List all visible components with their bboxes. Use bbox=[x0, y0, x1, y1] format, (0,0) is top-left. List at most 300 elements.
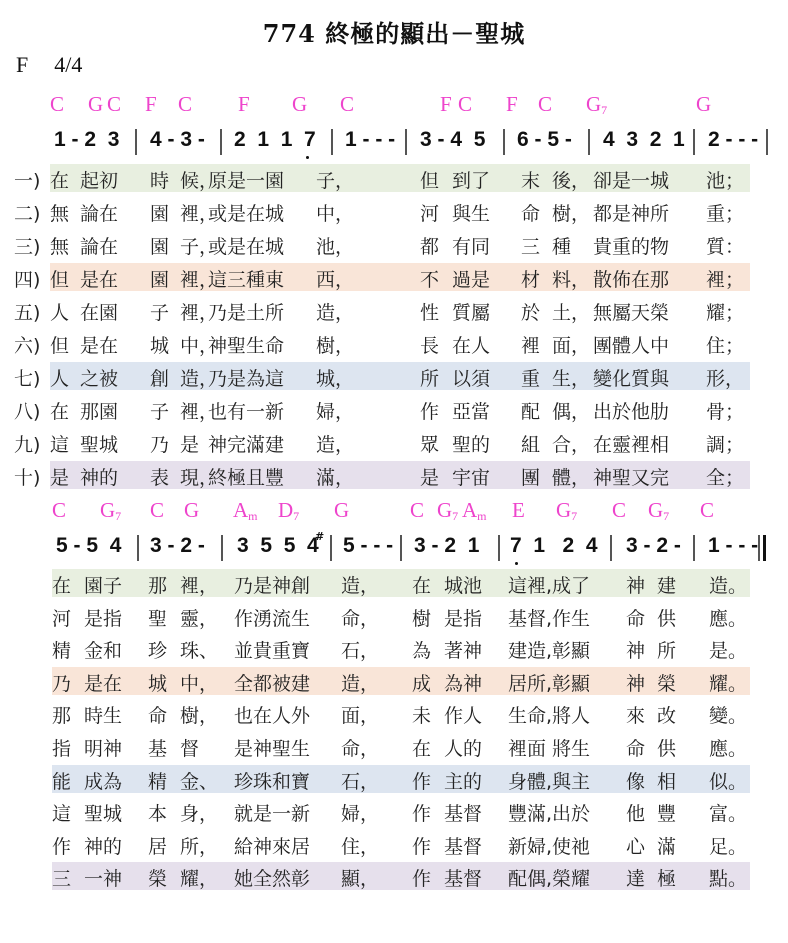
lyric-syllable: 乃是為這 bbox=[208, 368, 285, 390]
lyric-syllable: 候， bbox=[180, 170, 219, 192]
lyric-syllable: 造， bbox=[180, 368, 219, 390]
lyric-syllable: 聖城 bbox=[84, 803, 123, 826]
lyric-syllable: 造。 bbox=[709, 575, 748, 597]
lyric-syllable: 在 bbox=[52, 575, 72, 597]
lyric-syllable: 作 bbox=[412, 770, 432, 793]
measure: 1 - - - bbox=[345, 128, 396, 151]
lyric-syllable: 河 bbox=[420, 203, 440, 225]
chord-quality: m bbox=[248, 509, 258, 523]
lyric-syllable: 散佈在那 bbox=[593, 269, 670, 291]
bar-line bbox=[330, 535, 332, 561]
lyric-syllable: 作 bbox=[420, 401, 440, 423]
lyric-syllable: 珠、 bbox=[180, 640, 219, 663]
lyric-syllable: 園 bbox=[150, 269, 170, 291]
lyric-syllable: 造， bbox=[341, 672, 380, 695]
lyric-syllable: 起初 bbox=[80, 170, 119, 192]
chord-quality: 7 bbox=[115, 509, 122, 523]
chord-root: G bbox=[292, 92, 308, 116]
lyric-syllable: 應。 bbox=[709, 607, 748, 630]
chord-symbol bbox=[233, 498, 258, 524]
lyric-syllable: 子 bbox=[150, 401, 170, 423]
lyric-syllable: 珍珠和寶 bbox=[234, 770, 311, 793]
lyric-syllable: 基督 bbox=[444, 835, 483, 858]
lyric-syllable: 耀。 bbox=[709, 672, 748, 695]
lyric-syllable: 團體人中 bbox=[593, 335, 670, 357]
lyric-syllable: 作 bbox=[412, 868, 432, 891]
bar-line bbox=[331, 129, 333, 155]
lyric-syllable: 是在 bbox=[80, 269, 119, 291]
lyric-syllable: 性 bbox=[420, 302, 440, 324]
lyric-syllable: 金、 bbox=[180, 770, 219, 793]
lyric-syllable: 督 bbox=[180, 738, 200, 760]
chord-symbol bbox=[100, 498, 121, 524]
lyric-syllable: 是 bbox=[420, 467, 440, 489]
lyric-syllable: 但 bbox=[420, 170, 440, 192]
lyric-syllable: 人 bbox=[50, 302, 70, 324]
lyric-syllable: 足。 bbox=[709, 835, 748, 858]
lyric-syllable: 河 bbox=[52, 607, 72, 630]
measure: 1 - 2 3 bbox=[54, 128, 120, 151]
lyric-syllable: 作 bbox=[412, 835, 432, 858]
lyric-syllable: 建造,彰顯 bbox=[508, 640, 591, 663]
chord-root: G bbox=[184, 498, 200, 522]
lyric-syllable: 耀； bbox=[706, 302, 745, 324]
lyric-syllable: 樹， bbox=[552, 203, 591, 225]
lyric-syllable: 重 bbox=[521, 368, 541, 390]
lyric-syllable: 有同 bbox=[452, 236, 491, 258]
measure: 3 - 2 1 bbox=[414, 534, 480, 557]
lyric-syllable: 配偶,榮耀 bbox=[508, 868, 591, 891]
hymn-name: 終極的顯出－聖城 bbox=[325, 19, 526, 48]
chord-root: C bbox=[458, 92, 473, 116]
lyric-syllable: 耀， bbox=[180, 868, 219, 891]
measure: 2 - - - bbox=[708, 128, 759, 151]
lyric-syllable: 在園 bbox=[80, 302, 119, 324]
low-octave-dot bbox=[306, 156, 309, 159]
chord-symbol bbox=[145, 92, 157, 117]
final-bar-thick bbox=[763, 535, 766, 561]
lyric-syllable: 基督 bbox=[444, 803, 483, 826]
verse-number: 二) bbox=[14, 203, 41, 225]
lyric-syllable: 原是一園 bbox=[208, 170, 285, 192]
lyric-syllable: 乃 bbox=[52, 672, 72, 695]
lyric-syllable: 城池 bbox=[444, 575, 483, 597]
lyric-syllable: 神 bbox=[626, 672, 646, 695]
lyric-syllable: 子， bbox=[316, 170, 355, 192]
bar-line bbox=[221, 535, 223, 561]
lyric-syllable: 命 bbox=[521, 203, 541, 225]
lyric-syllable: 精 bbox=[52, 640, 72, 663]
lyric-syllable: 裡， bbox=[180, 401, 219, 423]
lyric-syllable: 樹， bbox=[180, 705, 219, 728]
lyric-syllable: 也有一新 bbox=[208, 401, 285, 423]
lyric-syllable: 靈， bbox=[180, 607, 219, 630]
lyric-syllable: 改 bbox=[657, 705, 677, 728]
lyric-syllable: 創 bbox=[150, 368, 170, 390]
chord-root: C bbox=[107, 92, 122, 116]
lyric-syllable: 在 bbox=[50, 170, 70, 192]
lyric-syllable: 為神 bbox=[444, 672, 483, 695]
lyric-syllable: 都 bbox=[420, 236, 440, 258]
lyric-syllable: 基 bbox=[148, 738, 168, 760]
lyric-syllable: 未 bbox=[412, 705, 432, 728]
chord-root: G bbox=[334, 498, 350, 522]
chord-root: C bbox=[178, 92, 193, 116]
lyric-syllable: 神 bbox=[626, 640, 646, 663]
chord-root: C bbox=[50, 92, 65, 116]
lyric-syllable: 在 bbox=[50, 401, 70, 423]
key: F bbox=[16, 52, 29, 77]
chord-symbol bbox=[88, 92, 103, 117]
lyric-syllable: 神的 bbox=[84, 835, 123, 858]
chord-root: C bbox=[612, 498, 627, 522]
time-signature: 4/4 bbox=[54, 52, 83, 77]
lyric-syllable: 新婦,使祂 bbox=[508, 835, 591, 858]
lyric-syllable: 為 bbox=[412, 640, 432, 663]
lyric-syllable: 在人 bbox=[452, 335, 491, 357]
lyric-syllable: 石， bbox=[341, 640, 380, 663]
lyric-syllable: 後， bbox=[552, 170, 591, 192]
lyric-syllable: 顯， bbox=[341, 868, 380, 891]
lyric-syllable: 極 bbox=[657, 868, 677, 891]
lyric-syllable: 乃是神創 bbox=[234, 575, 311, 597]
lyric-syllable: 生命,將人 bbox=[508, 705, 591, 728]
lyric-syllable: 現， bbox=[180, 467, 219, 489]
lyric-syllable: 於 bbox=[521, 302, 541, 324]
lyric-syllable: 滿 bbox=[657, 835, 677, 858]
lyric-syllable: 形， bbox=[706, 368, 745, 390]
lyric-syllable: 基督 bbox=[444, 868, 483, 891]
lyric-syllable: 明神 bbox=[84, 738, 123, 760]
lyric-syllable: 神聖生命 bbox=[208, 335, 285, 357]
lyric-syllable: 變。 bbox=[709, 705, 748, 728]
lyric-syllable: 所 bbox=[420, 368, 440, 390]
chord-root: C bbox=[700, 498, 715, 522]
lyric-syllable: 石， bbox=[341, 770, 380, 793]
chord-root: G bbox=[88, 92, 104, 116]
lyric-syllable: 神的 bbox=[80, 467, 119, 489]
lyric-syllable: 是 bbox=[50, 467, 70, 489]
verse-number: 四) bbox=[14, 269, 41, 291]
lyric-syllable: 但 bbox=[50, 269, 70, 291]
lyric-syllable: 相 bbox=[657, 770, 677, 793]
verse-number: 八) bbox=[14, 401, 41, 423]
lyric-syllable: 中， bbox=[180, 672, 219, 695]
lyric-syllable: 並貴重寶 bbox=[234, 640, 311, 663]
measure: 3 - 4 5 bbox=[420, 128, 486, 151]
lyric-syllable: 時生 bbox=[84, 705, 123, 728]
lyric-syllable: 榮 bbox=[148, 868, 168, 891]
measure: 3 - 2 - bbox=[626, 534, 681, 557]
lyric-syllable: 長 bbox=[420, 335, 440, 357]
lyric-syllable: 命， bbox=[341, 738, 380, 760]
lyric-syllable: 那 bbox=[148, 575, 168, 597]
lyric-syllable: 豐 bbox=[657, 803, 677, 826]
lyric-syllable: 那 bbox=[52, 705, 72, 728]
lyric-syllable: 造， bbox=[316, 302, 355, 324]
chord-root: C bbox=[538, 92, 553, 116]
lyric-syllable: 時 bbox=[150, 170, 170, 192]
bar-line bbox=[135, 129, 137, 155]
verse-number: 一) bbox=[14, 170, 41, 192]
lyric-syllable: 過是 bbox=[452, 269, 491, 291]
chord-quality: 7 bbox=[293, 509, 300, 523]
lyric-syllable: 與生 bbox=[452, 203, 491, 225]
lyric-syllable: 在 bbox=[412, 575, 432, 597]
lyric-syllable: 土， bbox=[552, 302, 591, 324]
lyric-syllable: 團 bbox=[521, 467, 541, 489]
lyric-syllable: 是神聖生 bbox=[234, 738, 311, 760]
lyric-syllable: 指 bbox=[52, 738, 72, 760]
lyric-syllable: 材 bbox=[521, 269, 541, 291]
lyric-syllable: 珍 bbox=[148, 640, 168, 663]
lyric-syllable: 那園 bbox=[80, 401, 119, 423]
lyric-syllable: 宇宙 bbox=[452, 467, 491, 489]
lyric-syllable: 體， bbox=[552, 467, 591, 489]
lyric-syllable: 達 bbox=[626, 868, 646, 891]
chord-quality: 7 bbox=[663, 509, 670, 523]
chord-root: F bbox=[145, 92, 157, 116]
lyric-syllable: 到了 bbox=[452, 170, 491, 192]
lyric-syllable: 一神 bbox=[84, 868, 123, 891]
chord-root: F bbox=[440, 92, 452, 116]
chord-symbol bbox=[512, 498, 525, 523]
lyric-syllable: 給神來居 bbox=[234, 835, 311, 858]
chord-symbol bbox=[462, 498, 487, 524]
lyric-syllable: 命 bbox=[148, 705, 168, 728]
lyric-syllable: 似。 bbox=[709, 770, 748, 793]
lyric-syllable: 心 bbox=[626, 835, 646, 858]
lyric-syllable: 骨； bbox=[706, 401, 745, 423]
lyric-syllable: 神聖又完 bbox=[593, 467, 670, 489]
lyric-syllable: 作 bbox=[412, 803, 432, 826]
chord-root: C bbox=[410, 498, 425, 522]
lyric-syllable: 基督,作生 bbox=[508, 607, 591, 630]
lyric-syllable: 眾 bbox=[420, 434, 440, 456]
lyric-syllable: 人的 bbox=[444, 738, 483, 760]
lyric-syllable: 聖的 bbox=[452, 434, 491, 456]
lyric-syllable: 作 bbox=[52, 835, 72, 858]
lyric-syllable: 無屬天榮 bbox=[593, 302, 670, 324]
verse-number: 三) bbox=[14, 236, 41, 258]
lyric-syllable: 裡， bbox=[180, 575, 219, 597]
chord-symbol bbox=[52, 498, 66, 523]
lyric-syllable: 亞當 bbox=[452, 401, 491, 423]
chord-root: G bbox=[696, 92, 712, 116]
chord-symbol bbox=[648, 498, 669, 524]
chord-symbol bbox=[107, 92, 121, 117]
bar-line bbox=[610, 535, 612, 561]
lyric-syllable: 是 bbox=[180, 434, 200, 456]
chord-symbol bbox=[50, 92, 64, 117]
lyric-syllable: 園子 bbox=[84, 575, 123, 597]
verse-number: 十) bbox=[14, 467, 41, 489]
lyric-syllable: 作人 bbox=[444, 705, 483, 728]
lyric-syllable: 組 bbox=[521, 434, 541, 456]
lyric-syllable: 能 bbox=[52, 770, 72, 793]
lyric-syllable: 三 bbox=[521, 236, 541, 258]
chord-symbol bbox=[696, 92, 711, 117]
chord-symbol bbox=[586, 92, 607, 118]
chord-root: C bbox=[150, 498, 165, 522]
chord-symbol bbox=[612, 498, 626, 523]
lyric-syllable: 婦， bbox=[341, 803, 380, 826]
lyric-syllable: 造， bbox=[316, 434, 355, 456]
chord-root: F bbox=[506, 92, 518, 116]
lyric-syllable: 也在人外 bbox=[234, 705, 311, 728]
lyric-syllable: 池； bbox=[706, 170, 745, 192]
low-octave-dot bbox=[515, 562, 518, 565]
lyric-syllable: 重； bbox=[706, 203, 745, 225]
chord-root: A bbox=[233, 498, 249, 522]
lyric-syllable: 聖城 bbox=[80, 434, 119, 456]
lyric-syllable: 配 bbox=[521, 401, 541, 423]
lyric-syllable: 居所,彰顯 bbox=[508, 672, 591, 695]
chord-quality: m bbox=[477, 509, 487, 523]
lyric-syllable: 造， bbox=[341, 575, 380, 597]
lyric-syllable: 樹 bbox=[412, 607, 432, 630]
lyric-syllable: 三 bbox=[52, 868, 72, 891]
chord-symbol bbox=[340, 92, 354, 117]
lyric-syllable: 園 bbox=[150, 236, 170, 258]
lyric-syllable: 乃是土所 bbox=[208, 302, 285, 324]
lyric-syllable: 主的 bbox=[444, 770, 483, 793]
lyric-syllable: 面， bbox=[341, 705, 380, 728]
bar-line bbox=[588, 129, 590, 155]
lyric-syllable: 命 bbox=[626, 607, 646, 630]
lyric-syllable: 來 bbox=[626, 705, 646, 728]
chord-symbol bbox=[437, 498, 458, 524]
lyric-syllable: 他 bbox=[626, 803, 646, 826]
lyric-syllable: 命 bbox=[626, 738, 646, 760]
lyric-syllable: 聖 bbox=[148, 607, 168, 630]
chord-root: A bbox=[462, 498, 478, 522]
lyric-syllable: 神 bbox=[626, 575, 646, 597]
lyric-syllable: 質： bbox=[706, 236, 745, 258]
lyric-syllable: 全都被建 bbox=[234, 672, 311, 695]
lyric-syllable: 金和 bbox=[84, 640, 123, 663]
lyric-syllable: 料， bbox=[552, 269, 591, 291]
chord-symbol bbox=[178, 92, 192, 117]
lyric-syllable: 中， bbox=[180, 335, 219, 357]
bar-line bbox=[405, 129, 407, 155]
lyric-syllable: 裡； bbox=[706, 269, 745, 291]
lyric-syllable: 裡， bbox=[180, 269, 219, 291]
chord-root: G bbox=[437, 498, 453, 522]
lyric-syllable: 作湧流生 bbox=[234, 607, 311, 630]
measure: 3 5 5 4 bbox=[237, 534, 319, 557]
lyric-syllable: 樹， bbox=[316, 335, 355, 357]
lyric-syllable: 就是一新 bbox=[234, 803, 311, 826]
hymn-title bbox=[0, 14, 788, 49]
lyric-syllable: 是指 bbox=[444, 607, 483, 630]
chord-root: D bbox=[278, 498, 294, 522]
lyric-syllable: 身， bbox=[180, 803, 219, 826]
lyric-syllable: 住； bbox=[706, 335, 745, 357]
measure: 2 1 1 7 bbox=[234, 128, 316, 151]
lyric-syllable: 是。 bbox=[709, 640, 748, 663]
lyric-syllable: 無 bbox=[50, 203, 70, 225]
lyric-syllable: 裡面 將生 bbox=[508, 738, 591, 760]
chord-quality: 7 bbox=[571, 509, 578, 523]
lyric-syllable: 供 bbox=[657, 738, 677, 760]
lyric-syllable: 居 bbox=[148, 835, 168, 858]
verse-number: 七) bbox=[14, 368, 41, 390]
lyric-syllable: 城 bbox=[148, 672, 168, 695]
lyric-syllable: 滿， bbox=[316, 467, 355, 489]
sharp-sign: # bbox=[315, 530, 325, 543]
lyric-syllable: 是指 bbox=[84, 607, 123, 630]
lyric-syllable: 所， bbox=[180, 835, 219, 858]
lyric-syllable: 都是神所 bbox=[593, 203, 670, 225]
measure: 5 - 5 4 bbox=[56, 534, 122, 557]
lyric-syllable: 成為 bbox=[84, 770, 123, 793]
chord-symbol bbox=[458, 92, 472, 117]
lyric-syllable: 卻是一城 bbox=[593, 170, 670, 192]
lyric-syllable: 供 bbox=[657, 607, 677, 630]
measure: 5 - - - bbox=[343, 534, 394, 557]
bar-line bbox=[220, 129, 222, 155]
lyric-syllable: 西， bbox=[316, 269, 355, 291]
bar-line bbox=[498, 535, 500, 561]
lyric-syllable: 人 bbox=[50, 368, 70, 390]
bar-line bbox=[693, 535, 695, 561]
chord-symbol bbox=[410, 498, 424, 523]
measure: 3 - 2 - bbox=[150, 534, 205, 557]
lyric-syllable: 這 bbox=[50, 434, 70, 456]
chord-root: G bbox=[648, 498, 664, 522]
lyric-syllable: 成 bbox=[412, 672, 432, 695]
lyric-syllable: 表 bbox=[150, 467, 170, 489]
lyric-syllable: 富。 bbox=[709, 803, 748, 826]
bar-line bbox=[693, 129, 695, 155]
lyric-syllable: 終極且豐 bbox=[208, 467, 285, 489]
lyric-syllable: 像 bbox=[626, 770, 646, 793]
lyric-syllable: 神完滿建 bbox=[208, 434, 285, 456]
lyric-syllable: 身體,與主 bbox=[508, 770, 591, 793]
chord-root: G bbox=[100, 498, 116, 522]
lyric-syllable: 這 bbox=[52, 803, 72, 826]
lyric-syllable: 命， bbox=[341, 607, 380, 630]
lyric-syllable: 裡， bbox=[180, 302, 219, 324]
lyric-syllable: 城， bbox=[316, 368, 355, 390]
lyric-syllable: 應。 bbox=[709, 738, 748, 760]
chord-quality: 7 bbox=[601, 103, 608, 117]
chord-symbol bbox=[506, 92, 518, 117]
lyric-syllable: 是在 bbox=[84, 672, 123, 695]
lyric-syllable: 以須 bbox=[452, 368, 491, 390]
lyric-syllable: 出於他肋 bbox=[593, 401, 670, 423]
lyric-syllable: 建 bbox=[657, 575, 677, 597]
lyric-syllable: 全； bbox=[706, 467, 745, 489]
verse-number: 五) bbox=[14, 302, 41, 324]
lyric-syllable: 住， bbox=[341, 835, 380, 858]
lyric-syllable: 婦， bbox=[316, 401, 355, 423]
measure: 7 1 2 4 bbox=[510, 534, 598, 557]
final-bar-thin bbox=[758, 535, 760, 561]
chord-root: C bbox=[52, 498, 67, 522]
lyric-syllable: 偶， bbox=[552, 401, 591, 423]
lyric-syllable: 豐滿,出於 bbox=[508, 803, 591, 826]
lyric-syllable: 榮 bbox=[657, 672, 677, 695]
chord-symbol bbox=[278, 498, 299, 524]
lyric-syllable: 論在 bbox=[80, 236, 119, 258]
chord-root: G bbox=[586, 92, 602, 116]
measure: 1 - - - bbox=[708, 534, 759, 557]
lyric-syllable: 在靈裡相 bbox=[593, 434, 670, 456]
lyric-syllable: 這三種東 bbox=[208, 269, 285, 291]
chord-symbol bbox=[150, 498, 164, 523]
